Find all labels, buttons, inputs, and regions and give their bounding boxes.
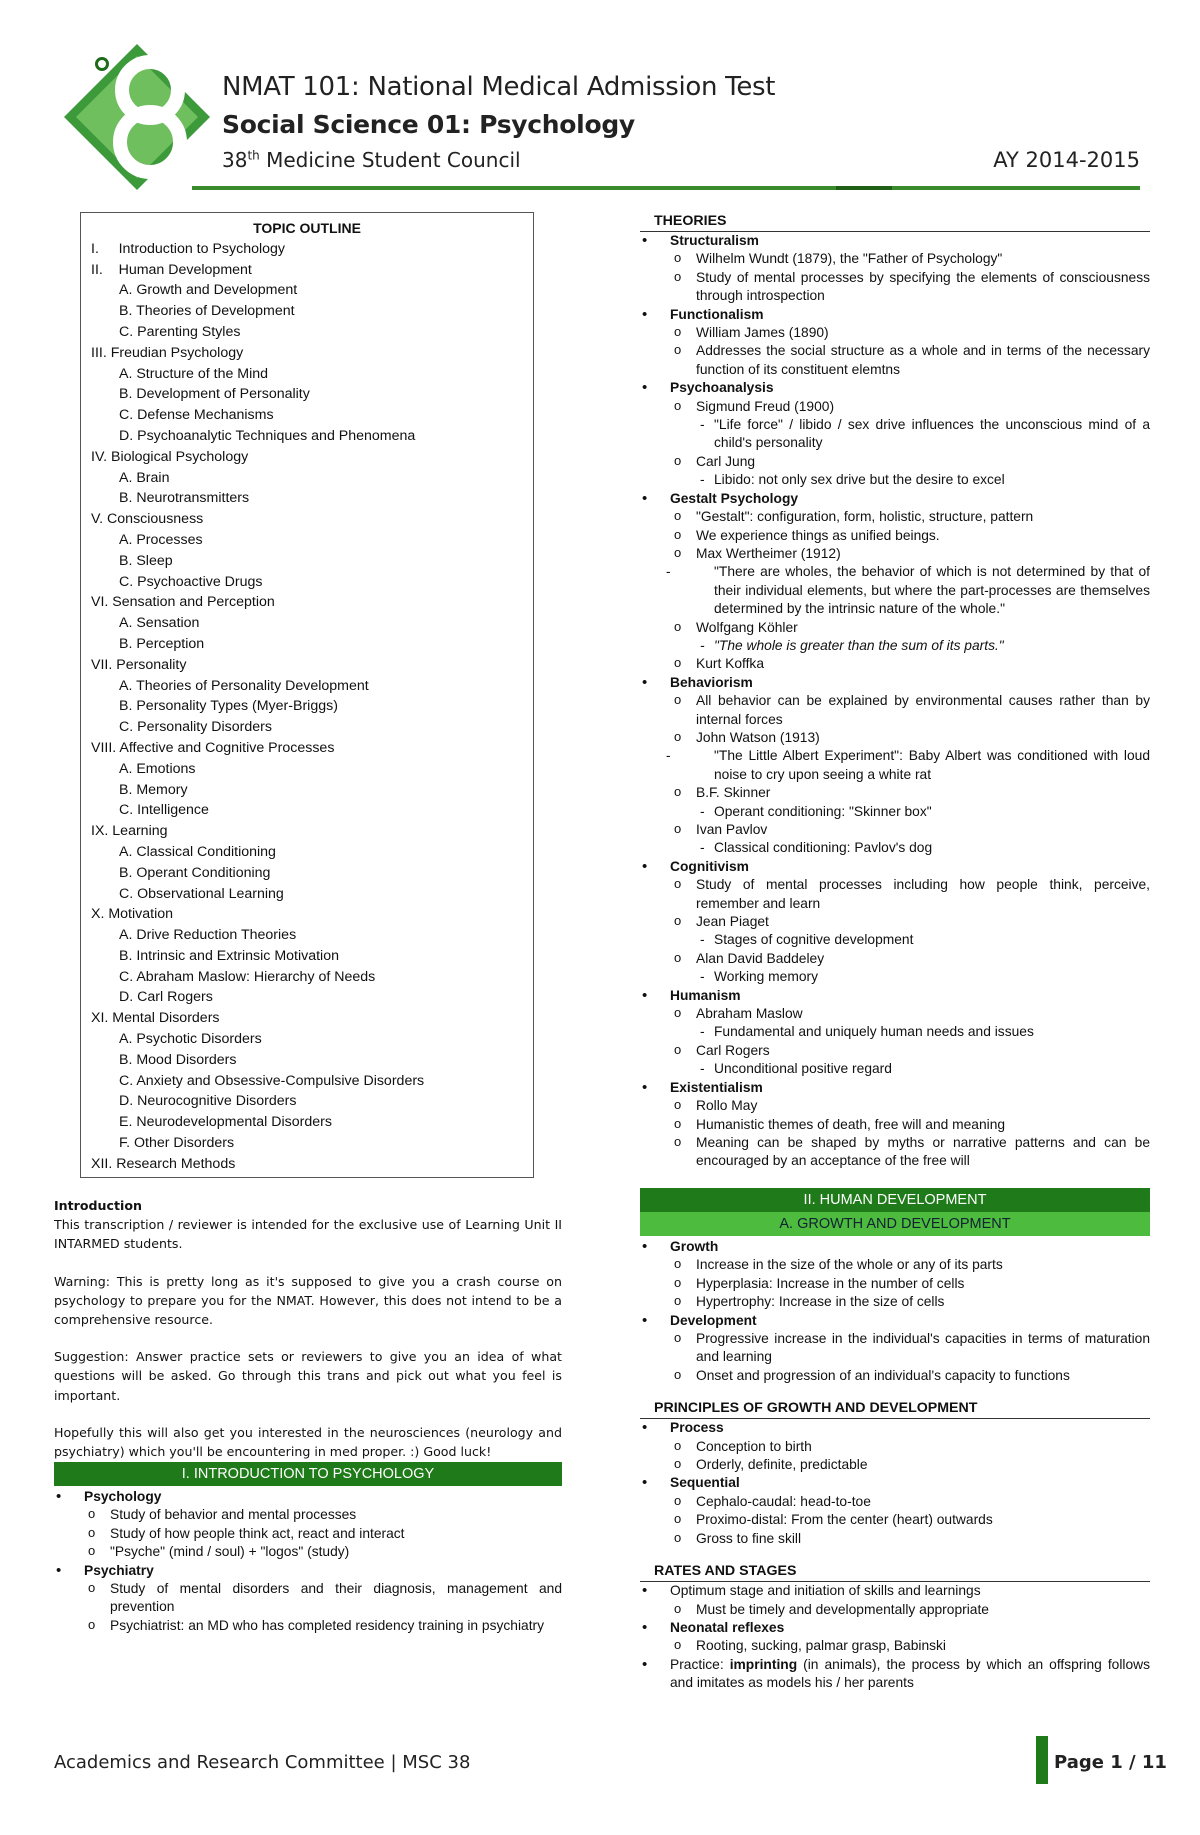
topic-outline-list bbox=[91, 239, 523, 1175]
outline-subsection: B. Development of Personality bbox=[119, 386, 310, 403]
outline-section: VII. Personality bbox=[91, 656, 187, 673]
council-name: 38th Medicine Student Council bbox=[222, 148, 521, 172]
list-item: o Jean Piaget - Stages of cognitive development bbox=[670, 913, 1150, 950]
list-item: - Working memory bbox=[696, 968, 1150, 986]
outline-section: VIII. Affective and Cognitive Processes bbox=[91, 739, 335, 756]
outline-section: IX. Learning bbox=[91, 823, 168, 840]
list-item: o Kurt Koffka bbox=[670, 655, 1150, 673]
section-human-development bbox=[640, 1188, 1150, 1693]
list-item: o Wolfgang Köhler - "The whole is greater than the sum of its parts." bbox=[670, 619, 1150, 656]
outline-subsection: D. Psychoanalytic Techniques and Phenomena bbox=[119, 427, 416, 444]
list-item: o Increase in the size of the whole or any of its parts bbox=[670, 1256, 1150, 1274]
list-item: • Optimum stage and initiation of skills and learnings o Must be timely and developmentally appropriate bbox=[640, 1582, 1150, 1619]
list-item: o John Watson (1913) - "The Little Albert Experiment": Baby Albert was conditioned with loud noise to cry upon seeing a white rat bbox=[670, 729, 1150, 784]
outline-subsection: A. Classical Conditioning bbox=[119, 843, 276, 860]
list-item: - Classical conditioning: Pavlov's dog bbox=[696, 839, 1150, 857]
intro-paragraph: Warning: This is pretty long as it's supposed to give you a crash course on psychology to prepare you for the NMAT. However, this does not intend to be a comprehensive resource. bbox=[54, 1273, 562, 1328]
outline-section: V. Consciousness bbox=[91, 511, 204, 528]
list-item: - Operant conditioning: "Skinner box" bbox=[696, 803, 1150, 821]
outline-subsection: C. Abraham Maslow: Hierarchy of Needs bbox=[119, 968, 376, 985]
outline-subsection: C. Anxiety and Obsessive-Compulsive Disorders bbox=[119, 1072, 425, 1089]
list-item: o Conception to birth bbox=[670, 1438, 1150, 1456]
outline-subsection: C. Defense Mechanisms bbox=[119, 407, 274, 424]
theory-item: • Functionalism o William James (1890) o Addresses the social structure as a whole and in terms of the necessary function of its constituent elemtns bbox=[640, 306, 1150, 380]
list-item: o Hypertrophy: Increase in the size of cells bbox=[670, 1293, 1150, 1311]
list-item: o Orderly, definite, predictable bbox=[670, 1456, 1150, 1474]
outline-section: II. Human Development bbox=[91, 261, 252, 278]
outline-section: X. Motivation bbox=[91, 906, 174, 923]
list-item: • Development o Progressive increase in the individual's capacities in terms of maturation and learning o Onset and progression of an individual's capacity to functions bbox=[640, 1312, 1150, 1386]
footer-committee: Academics and Research Committee | MSC 38 bbox=[54, 1752, 471, 1773]
outline-subsection: C. Observational Learning bbox=[119, 885, 284, 902]
outline-subsection: C. Psychoactive Drugs bbox=[119, 573, 263, 590]
outline-section: I. Introduction to Psychology bbox=[91, 240, 285, 257]
header-rule bbox=[192, 186, 1140, 190]
outline-section: XI. Mental Disorders bbox=[91, 1010, 220, 1027]
topic-outline-title: TOPIC OUTLINE bbox=[253, 220, 361, 236]
list-item: o Rooting, sucking, palmar grasp, Babinski bbox=[670, 1637, 1150, 1655]
list-item: o Cephalo-caudal: head-to-toe bbox=[670, 1493, 1150, 1511]
intro-paragraph: This transcription / reviewer is intended for the exclusive use of Learning Unit II INTARMED students. bbox=[54, 1217, 562, 1252]
list-item: • Process o Conception to birth o Orderly, definite, predictable bbox=[640, 1419, 1150, 1474]
page-number: Page 1 / 11 bbox=[1054, 1752, 1167, 1773]
outline-subsection: F. Other Disorders bbox=[119, 1135, 235, 1152]
list-item: o Progressive increase in the individual's capacities in terms of maturation and learning bbox=[670, 1330, 1150, 1367]
list-item: • Neonatal reflexes o Rooting, sucking, palmar grasp, Babinski bbox=[640, 1619, 1150, 1656]
outline-subsection: A. Growth and Development bbox=[119, 282, 298, 299]
council-logo bbox=[62, 42, 212, 192]
theory-item: • Gestalt Psychology o "Gestalt": configuration, form, holistic, structure, pattern o We experience things as unified beings. o Max Wertheimer (1912) - "There are wholes, the behavior of which is not determined by that of their individual elements, but where the part-processes are themselves determined by the intrinsic nature of the whole." o Wolfgang Köhler - "The whole is greater than the sum of its parts." o Kurt Koffka bbox=[640, 490, 1150, 674]
list-item: o B.F. Skinner - Operant conditioning: "Skinner box" bbox=[670, 784, 1150, 821]
list-item: - Fundamental and uniquely human needs and issues bbox=[696, 1023, 1150, 1041]
list-item: - Unconditional positive regard bbox=[696, 1060, 1150, 1078]
list-item: o Carl Rogers - Unconditional positive regard bbox=[670, 1042, 1150, 1079]
list-item: o Addresses the social structure as a whole and in terms of the necessary function of its constituent elemtns bbox=[670, 342, 1150, 379]
outline-subsection: B. Memory bbox=[119, 781, 188, 798]
list-item: o Humanistic themes of death, free will and meaning bbox=[670, 1116, 1150, 1134]
list-item: • Psychology o Study of behavior and mental processes o Study of how people think act, react and interact o "Psyche" (mind / soul) + "logos" (study) bbox=[54, 1488, 562, 1562]
list-item: o Study of mental disorders and their diagnosis, management and prevention bbox=[84, 1580, 562, 1617]
list-item: o Proximo-distal: From the center (heart) outwards bbox=[670, 1511, 1150, 1529]
list-item: • Sequential o Cephalo-caudal: head-to-toe o Proximo-distal: From the center (heart) outwards o Gross to fine skill bbox=[640, 1474, 1150, 1548]
outline-section: IV. Biological Psychology bbox=[91, 448, 249, 465]
outline-subsection: B. Operant Conditioning bbox=[119, 864, 271, 881]
outline-subsection: B. Neurotransmitters bbox=[119, 490, 250, 507]
outline-subsection: A. Psychotic Disorders bbox=[119, 1031, 262, 1048]
outline-subsection: B. Intrinsic and Extrinsic Motivation bbox=[119, 947, 339, 964]
list-item: o Study of behavior and mental processes bbox=[84, 1506, 562, 1524]
list-item: o Study of how people think act, react and interact bbox=[84, 1525, 562, 1543]
intro-paragraph: Suggestion: Answer practice sets or reviewers to give you an idea of what questions will be asked. Go through this trans and pick out what you feel is important. bbox=[54, 1349, 562, 1403]
theory-item: • Psychoanalysis o Sigmund Freud (1900) - "Life force" / libido / sex drive influences the unconscious mind of a child's personality o Carl Jung - Libido: not only sex drive but the desire to excel bbox=[640, 379, 1150, 489]
outline-section: VI. Sensation and Perception bbox=[91, 594, 275, 611]
list-item: o Rollo May bbox=[670, 1097, 1150, 1115]
list-item: o "Gestalt": configuration, form, holistic, structure, pattern bbox=[670, 508, 1150, 526]
theories-section bbox=[640, 212, 1150, 1171]
list-item: o Study of mental processes including how people think, perceive, remember and learn bbox=[670, 876, 1150, 913]
list-item: o Study of mental processes by specifying the elements of consciousness through introspection bbox=[670, 269, 1150, 306]
header-rule-accent bbox=[836, 186, 892, 190]
section-introduction-to-psychology bbox=[54, 1462, 562, 1635]
list-item: o All behavior can be explained by environmental causes rather than by internal forces bbox=[670, 692, 1150, 729]
list-item: o Must be timely and developmentally appropriate bbox=[670, 1601, 1150, 1619]
outline-subsection: B. Personality Types (Myer-Briggs) bbox=[119, 698, 338, 715]
intro-paragraph: Hopefully this will also get you interested in the neurosciences (neurology and psychiatry) which you'll be encountering in med proper. :) Good luck! bbox=[54, 1424, 562, 1460]
outline-subsection: D. Carl Rogers bbox=[119, 989, 213, 1006]
footer-accent-bar bbox=[1036, 1736, 1048, 1784]
list-item: o Carl Jung - Libido: not only sex drive but the desire to excel bbox=[670, 453, 1150, 490]
outline-subsection: C. Personality Disorders bbox=[119, 719, 272, 736]
theory-item: • Structuralism o Wilhelm Wundt (1879), the "Father of Psychology" o Study of mental processes by specifying the elements of consciousness through introspection bbox=[640, 232, 1150, 306]
theory-item: • Existentialism o Rollo May o Humanistic themes of death, free will and meaning o Meaning can be shaped by myths or narrative patterns and can be encouraged by an acceptance of the free will bbox=[640, 1079, 1150, 1171]
topic-outline-box bbox=[80, 212, 534, 1178]
outline-subsection: A. Emotions bbox=[119, 760, 196, 777]
list-item: - "Life force" / libido / sex drive influences the unconscious mind of a child's personality bbox=[696, 416, 1150, 453]
list-item: o Max Wertheimer (1912) - "There are wholes, the behavior of which is not determined by that of their individual elements, but where the part-processes are themselves determined by the intrinsic nature of the whole." bbox=[670, 545, 1150, 619]
outline-subsection: A. Sensation bbox=[119, 615, 200, 632]
list-item: o Abraham Maslow - Fundamental and uniquely human needs and issues bbox=[670, 1005, 1150, 1042]
list-item: o Meaning can be shaped by myths or narrative patterns and can be encouraged by an acceptance of the free will bbox=[670, 1134, 1150, 1171]
outline-subsection: B. Sleep bbox=[119, 552, 173, 569]
list-item: o Psychiatrist: an MD who has completed residency training in psychiatry bbox=[84, 1617, 562, 1635]
section-banner: II. HUMAN DEVELOPMENT bbox=[640, 1188, 1150, 1212]
document-subtitle: Social Science 01: Psychology bbox=[222, 110, 635, 139]
list-item: - Libido: not only sex drive but the desire to excel bbox=[696, 471, 1150, 489]
outline-subsection: C. Intelligence bbox=[119, 802, 209, 819]
list-item: • Growth o Increase in the size of the whole or any of its parts o Hyperplasia: Increase in the number of cells o Hypertrophy: Increase in the size of cells bbox=[640, 1238, 1150, 1312]
list-item: • Practice: imprinting (in animals), the process by which an offspring follows and imitates as models his / her parents bbox=[640, 1656, 1150, 1693]
subsection-banner: A. GROWTH AND DEVELOPMENT bbox=[640, 1212, 1150, 1236]
outline-subsection: B. Theories of Development bbox=[119, 303, 295, 320]
outline-section: III. Freudian Psychology bbox=[91, 344, 244, 361]
outline-section: XII. Research Methods bbox=[91, 1155, 236, 1172]
list-item: o Ivan Pavlov - Classical conditioning: Pavlov's dog bbox=[670, 821, 1150, 858]
list-item: o Sigmund Freud (1900) - "Life force" / libido / sex drive influences the unconscious mind of a child's personality bbox=[670, 398, 1150, 453]
document-title: NMAT 101: National Medical Admission Test bbox=[222, 72, 776, 102]
section-banner: I. INTRODUCTION TO PSYCHOLOGY bbox=[54, 1462, 562, 1486]
list-item: - "The whole is greater than the sum of its parts." bbox=[696, 637, 1150, 655]
list-item: o Gross to fine skill bbox=[670, 1530, 1150, 1548]
introduction-heading: Introduction bbox=[54, 1198, 142, 1213]
theory-item: • Humanism o Abraham Maslow - Fundamental and uniquely human needs and issues o Carl Rogers - Unconditional positive regard bbox=[640, 987, 1150, 1079]
list-item: - "There are wholes, the behavior of which is not determined by that of their individual elements, but where the part-processes are themselves determined by the intrinsic nature of the whole." bbox=[660, 563, 1150, 618]
outline-subsection: A. Structure of the Mind bbox=[119, 365, 269, 382]
theory-item: • Behaviorism o All behavior can be explained by environmental causes rather than by internal forces o John Watson (1913) - "The Little Albert Experiment": Baby Albert was conditioned with loud noise to cry upon seeing a white rat o B.F. Skinner - Operant conditioning: "Skinner box" o Ivan Pavlov - Classical conditioning: Pavlov's dog bbox=[640, 674, 1150, 858]
outline-subsection: A. Brain bbox=[119, 469, 170, 486]
academic-year: AY 2014-2015 bbox=[993, 148, 1140, 172]
outline-subsection: A. Theories of Personality Development bbox=[119, 677, 369, 694]
outline-subsection: A. Drive Reduction Theories bbox=[119, 927, 297, 944]
outline-subsection: A. Processes bbox=[119, 531, 203, 548]
outline-subsection: E. Neurodevelopmental Disorders bbox=[119, 1114, 332, 1131]
list-item: • Psychiatry o Study of mental disorders and their diagnosis, management and prevention o Psychiatrist: an MD who has completed residency training in psychiatry bbox=[54, 1562, 562, 1636]
list-item: o Wilhelm Wundt (1879), the "Father of Psychology" bbox=[670, 250, 1150, 268]
list-item: o William James (1890) bbox=[670, 324, 1150, 342]
list-item: o We experience things as unified beings. bbox=[670, 527, 1150, 545]
rates-heading: RATES AND STAGES bbox=[640, 1562, 1150, 1582]
outline-subsection: D. Neurocognitive Disorders bbox=[119, 1093, 297, 1110]
list-item: o Alan David Baddeley - Working memory bbox=[670, 950, 1150, 987]
outline-subsection: B. Perception bbox=[119, 635, 205, 652]
principles-heading: PRINCIPLES OF GROWTH AND DEVELOPMENT bbox=[640, 1399, 1150, 1419]
list-item: - "The Little Albert Experiment": Baby Albert was conditioned with loud noise to cry upon seeing a white rat bbox=[660, 747, 1150, 784]
outline-subsection: C. Parenting Styles bbox=[119, 323, 241, 340]
outline-subsection: B. Mood Disorders bbox=[119, 1051, 237, 1068]
list-item: o "Psyche" (mind / soul) + "logos" (study) bbox=[84, 1543, 562, 1561]
list-item: o Hyperplasia: Increase in the number of cells bbox=[670, 1275, 1150, 1293]
list-item: o Onset and progression of an individual's capacity to functions bbox=[670, 1367, 1150, 1385]
introduction-section bbox=[54, 1196, 562, 1479]
list-item: - Stages of cognitive development bbox=[696, 931, 1150, 949]
theory-item: • Cognitivism o Study of mental processes including how people think, perceive, remember and learn o Jean Piaget - Stages of cognitive development o Alan David Baddeley - Working memory bbox=[640, 858, 1150, 987]
theories-heading: THEORIES bbox=[640, 212, 1150, 232]
